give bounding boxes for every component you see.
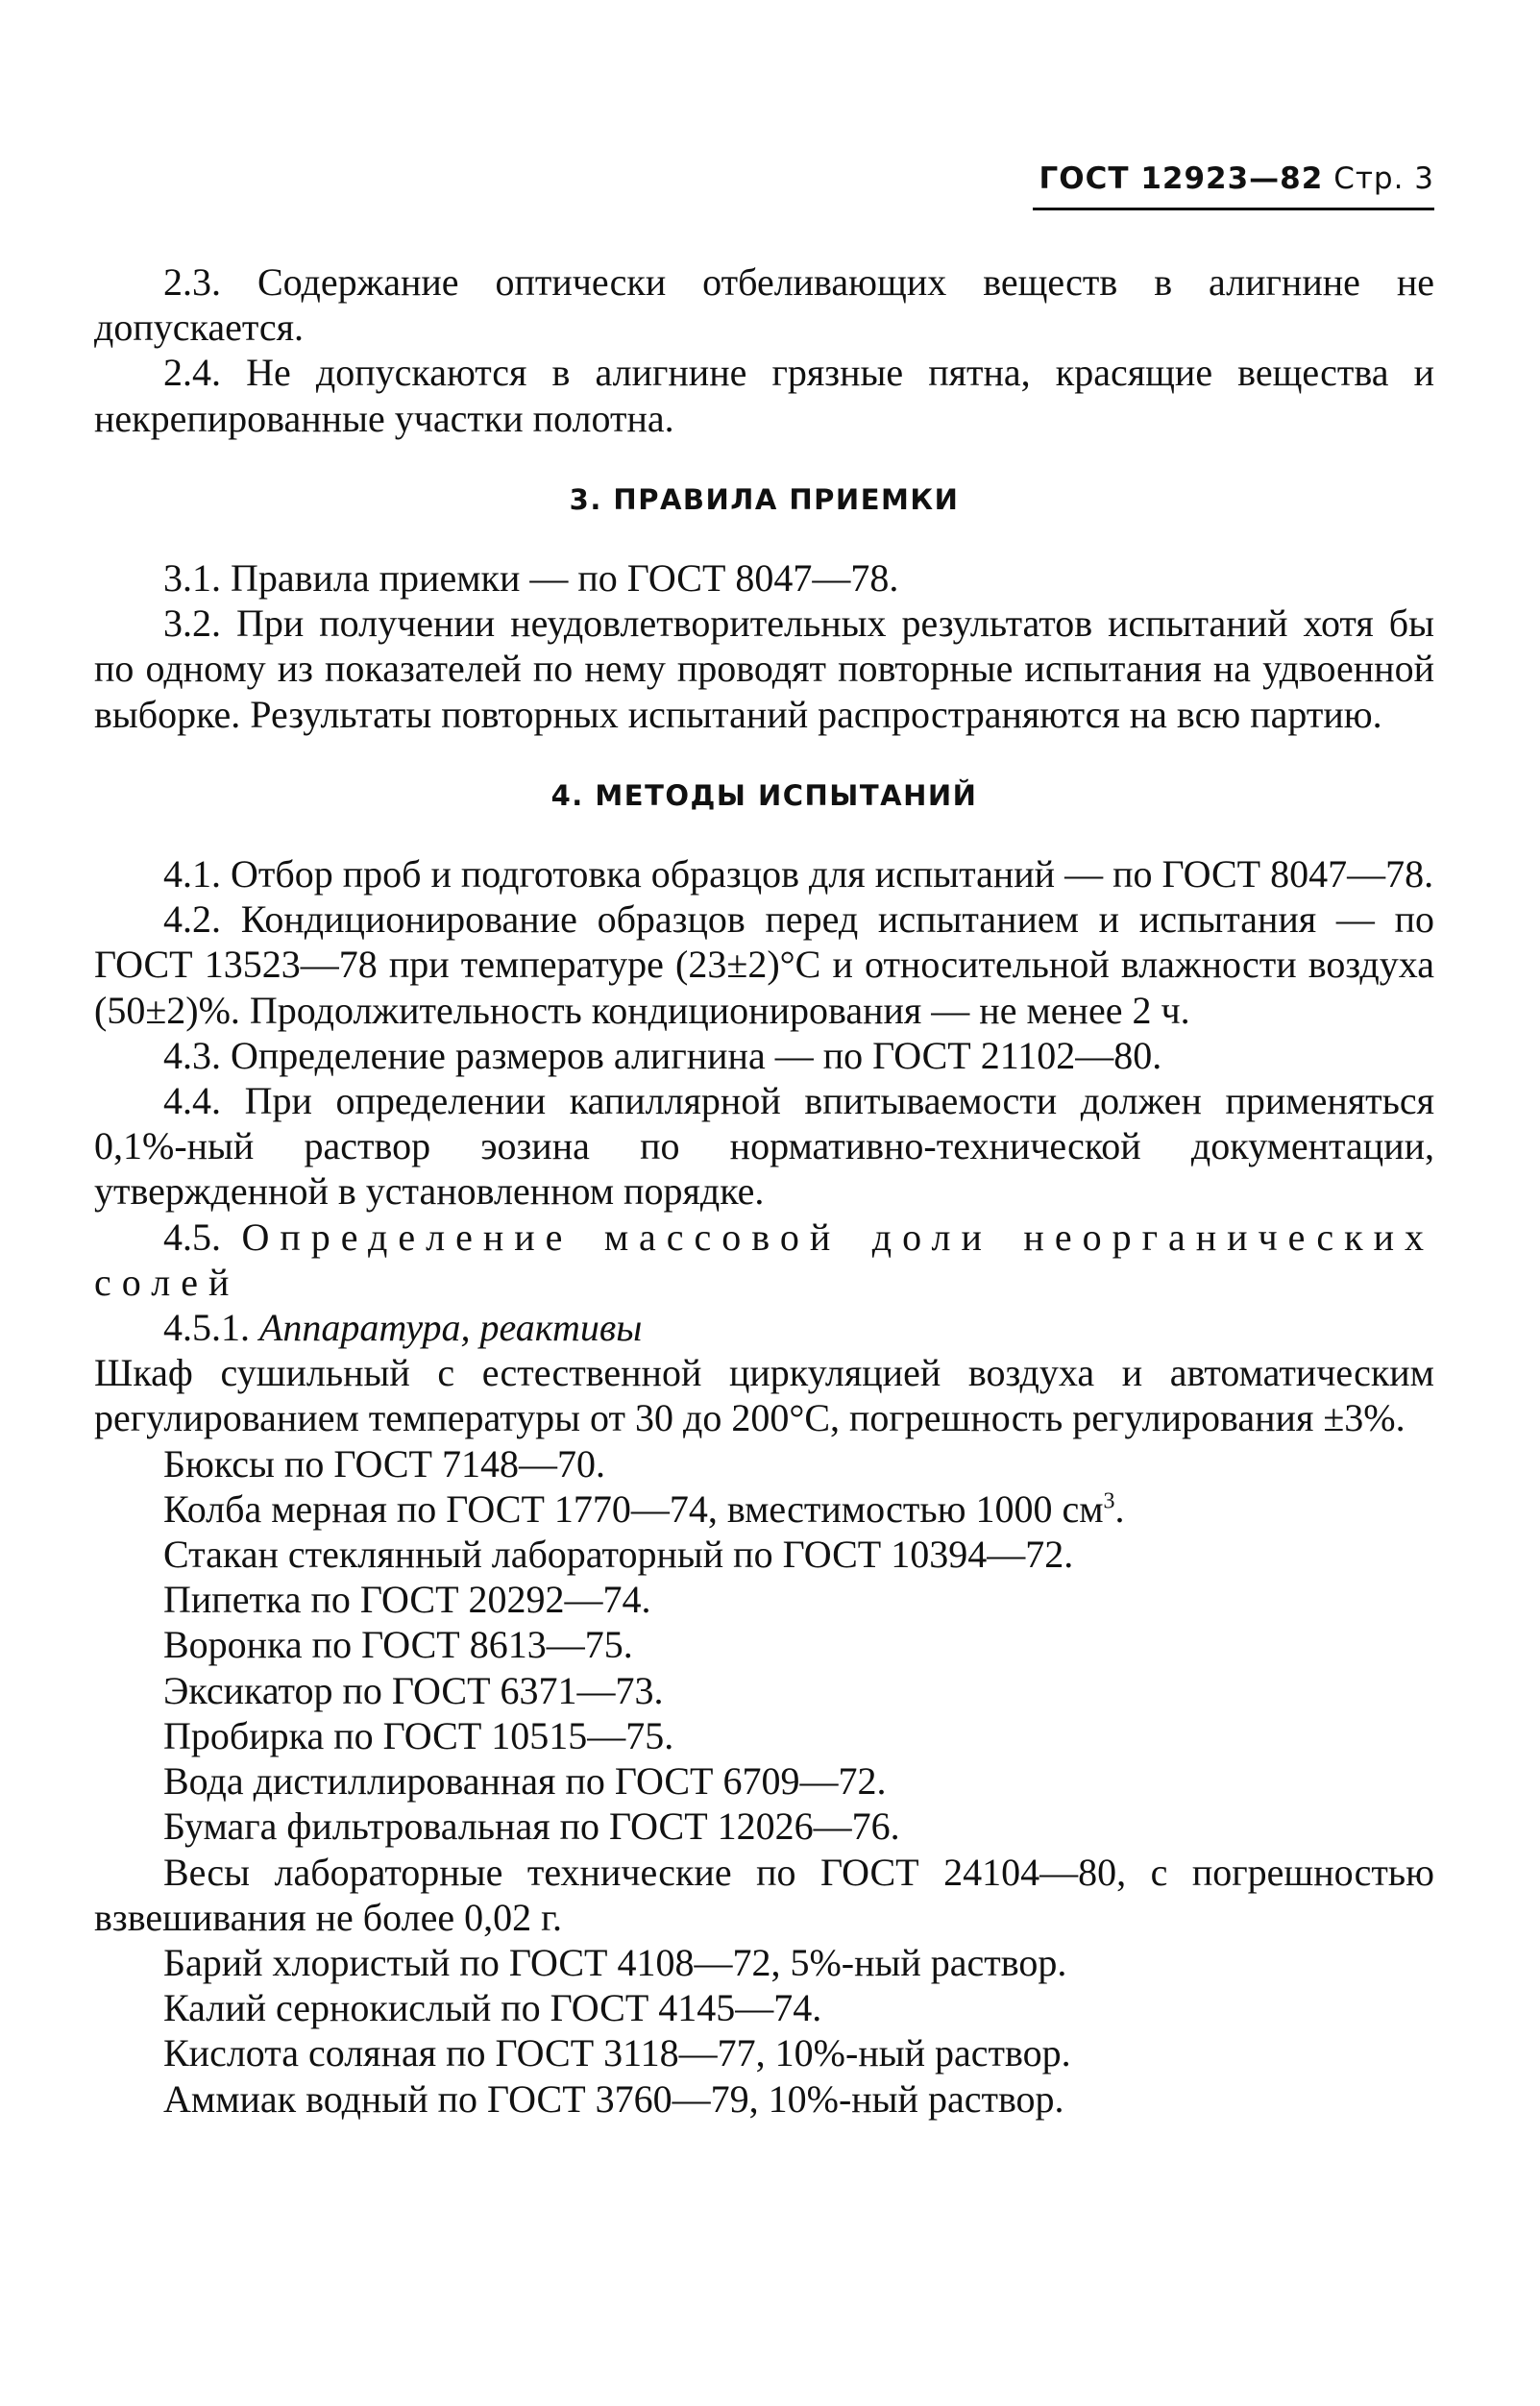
reagent-item: Бумага фильтровальная по ГОСТ 12026—76. xyxy=(163,1804,900,1849)
reagent-item: Воронка по ГОСТ 8613—75. xyxy=(163,1623,633,1667)
reagent-item: Калий сернокислый по ГОСТ 4145—74. xyxy=(163,1986,822,2030)
section-3-title: 3. ПРАВИЛА ПРИЕМКИ xyxy=(569,482,960,516)
paragraph-4-5-title: Определение массовой доли неорганических солей xyxy=(94,1215,1434,1304)
paragraph-4-5-1-title: Аппаратура, реактивы xyxy=(259,1306,643,1350)
paragraph-4-2: 4.2. Кондиционирование образцов перед испытанием и испытания — по ГОСТ 13523—78 при температуре (23±2)°С и относительной влажности воздуха (50±2)%. Продолжительность кондиционирования — не менее 2 ч. xyxy=(94,897,1434,1032)
reagent-item: Барий хлористый по ГОСТ 4108—72, 5%-ный раствор. xyxy=(163,1940,1067,1984)
running-header xyxy=(1039,161,1434,196)
paragraph-4-5 xyxy=(94,1215,1434,1305)
reagent-item: Аммиак водный по ГОСТ 3760—79, 10%-ный раствор. xyxy=(163,2076,1064,2121)
flask-text: Колба мерная по ГОСТ 1770—74, вместимостью 1000 см xyxy=(163,1486,1104,1531)
paragraph-3-1: 3.1. Правила приемки — по ГОСТ 8047—78. xyxy=(163,556,899,601)
apparatus-item-flask xyxy=(94,1486,1434,1532)
apparatus-item: Бюксы по ГОСТ 7148—70. xyxy=(163,1441,605,1485)
paragraph-2-4: 2.4. Не допускаются в алигнине грязные пятна, красящие вещества и некрепированные участки полотна. xyxy=(94,351,1434,440)
paragraph-4-5-1 xyxy=(94,1305,1434,1350)
paragraph-4-5-1-number: 4.5.1. xyxy=(163,1306,250,1350)
apparatus-item: Шкаф сушильный с естественной циркуляцией воздуха и автоматическим регулированием температуры от 30 до 200°С, погрешность регулирования ±3%. xyxy=(94,1351,1434,1440)
paragraph-2-3: 2.3. Содержание оптически отбеливающих веществ в алигнине не допускается. xyxy=(94,260,1434,350)
flask-end: . xyxy=(1114,1486,1125,1531)
reagent-item: Стакан стеклянный лабораторный по ГОСТ 10394—72. xyxy=(163,1533,1074,1577)
reagent-item: Пробирка по ГОСТ 10515—75. xyxy=(163,1713,674,1757)
paragraph-4-5-number: 4.5. xyxy=(163,1215,221,1259)
header-rule xyxy=(1033,208,1434,210)
reagent-item: Эксикатор по ГОСТ 6371—73. xyxy=(163,1668,664,1712)
standard-code: ГОСТ 12923—82 xyxy=(1039,161,1324,196)
section-4-title: 4. МЕТОДЫ ИСПЫТАНИЙ xyxy=(550,778,978,812)
page-number: Стр. 3 xyxy=(1333,161,1434,196)
reagent-item: Пипетка по ГОСТ 20292—74. xyxy=(163,1578,651,1622)
paragraph-4-3: 4.3. Определение размеров алигнина — по ГОСТ 21102—80. xyxy=(163,1033,1162,1077)
flask-superscript: 3 xyxy=(1103,1488,1115,1514)
document-body xyxy=(94,259,1434,2122)
reagent-item: Кислота соляная по ГОСТ 3118—77, 10%-ный раствор. xyxy=(163,2031,1071,2075)
reagent-item: Весы лабораторные технические по ГОСТ 24104—80, с погрешностью взвешивания не более 0,02 г. xyxy=(94,1850,1434,1939)
paragraph-3-2: 3.2. При получении неудовлетворительных результатов испытаний хотя бы по одному из показателей по нему проводят повторные испытания на удвоенной выборке. Результаты повторных испытаний распространяются на всю партию. xyxy=(94,602,1434,736)
paragraph-4-4: 4.4. При определении капиллярной впитываемости должен применяться 0,1%-ный раствор эозина по нормативно-технической документации, утвержденной в установленном порядке. xyxy=(94,1079,1434,1214)
reagent-item: Вода дистиллированная по ГОСТ 6709—72. xyxy=(163,1759,887,1804)
paragraph-4-1: 4.1. Отбор проб и подготовка образцов для испытаний — по ГОСТ 8047—78. xyxy=(163,852,1434,896)
